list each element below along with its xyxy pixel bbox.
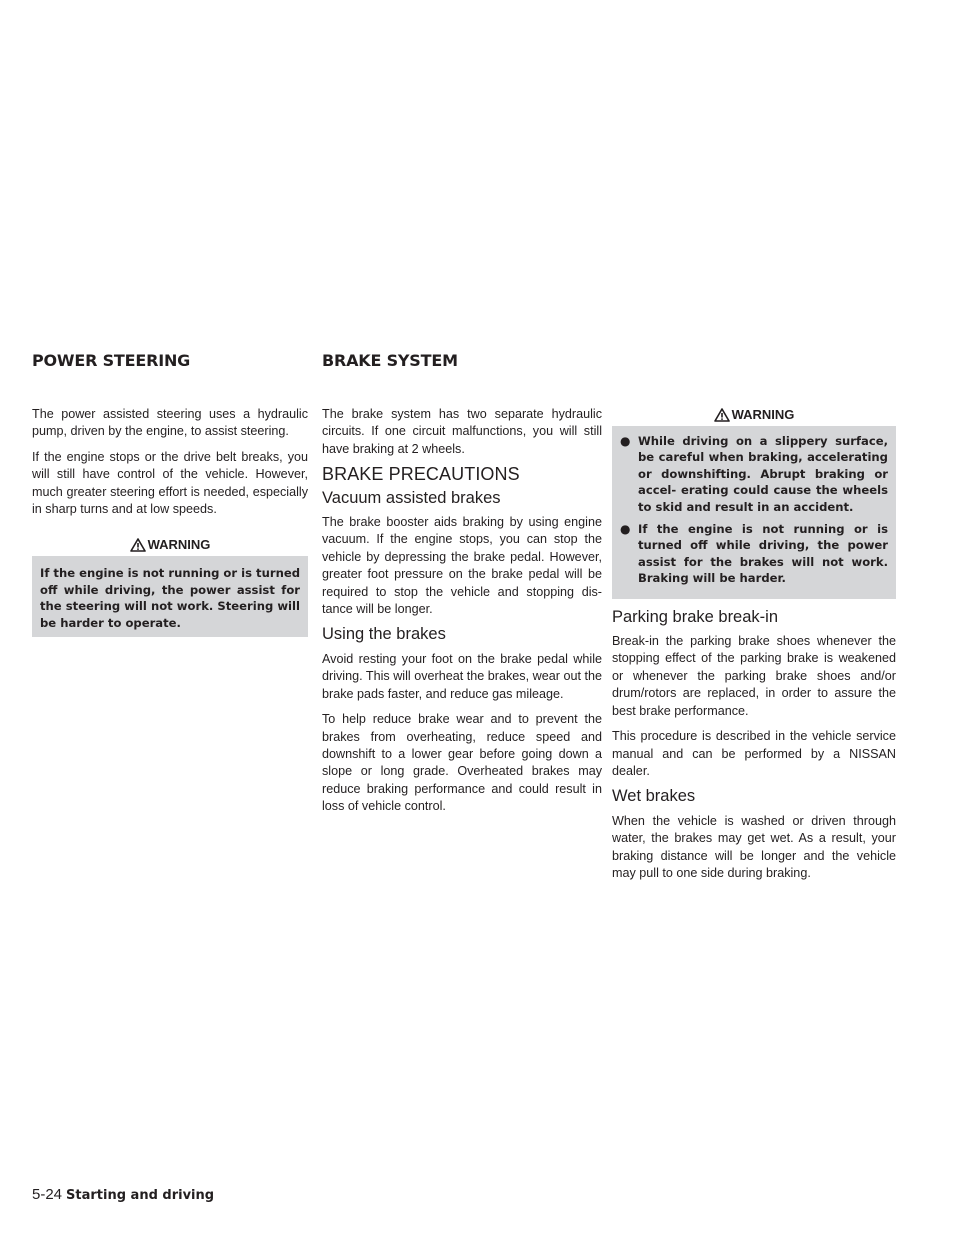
warning-text: If the engine is not running or is turned off while driving, the power assist for the steering will not work. Steering will be harder to operate. — [40, 566, 300, 630]
bullet-icon: ● — [620, 434, 631, 448]
column-left — [32, 406, 308, 647]
paragraph: Break-in the parking brake shoes whenever the stopping effect of the parking brake is weakened or whenever the parking brake shoes and/or drum/rotors are replaced, in order to assure the best brake performance. — [612, 634, 896, 718]
warning-triangle-icon — [714, 408, 730, 422]
page-number: 5-24 — [32, 1186, 63, 1203]
warning-box-brakes — [612, 402, 896, 599]
section-title-brake-system: BRAKE SYSTEM — [322, 351, 458, 370]
warning-header — [32, 532, 308, 559]
column-middle — [322, 406, 602, 824]
paragraph: If the engine stops or the drive belt breaks, you will still have control of the vehicle. However, much greater steering effort is needed, especially in sharp turns and at low speeds. — [32, 449, 308, 517]
paragraph: When the vehicle is washed or driven through water, the brakes may get wet. As a result, your braking distance will be longer and the vehicle may pull to one side during braking. — [612, 813, 896, 880]
warning-label: WARNING — [147, 537, 211, 553]
warning-list — [612, 429, 896, 587]
heading-vacuum-assisted-brakes: Vacuum assisted brakes — [322, 488, 501, 507]
warning-box-steering — [32, 532, 308, 637]
paragraph: The brake booster aids braking by using engine vacuum. If the engine stops, you can stop the vehicle by depressing the brake pedal. However, greater foot pressure on the brake pedal will be required to stop the vehicle and stopping dis- tance will be longer. — [322, 515, 602, 617]
bullet-icon: ● — [620, 522, 631, 537]
warning-item-text: While driving on a slippery surface, be careful when braking, accelerating or downshifting. Abrupt braking or accel- erating could cause the wheels to skid and result in an accident. — [638, 434, 888, 514]
heading-parking-brake-break-in: Parking brake break-in — [612, 607, 778, 626]
warning-triangle-icon — [130, 538, 146, 552]
paragraph: The brake system has two separate hydraulic circuits. If one circuit malfunctions, you will still have braking at 2 wheels. — [322, 407, 602, 456]
page-footer — [32, 1186, 214, 1203]
heading-using-the-brakes: Using the brakes — [322, 625, 446, 644]
warning-item-text: If the engine is not running or is turned off while driving, the power assist for the brakes will not work. Braking will be harder. — [638, 522, 888, 586]
heading-brake-precautions: BRAKE PRECAUTIONS — [322, 464, 520, 485]
list-item — [620, 521, 888, 587]
list-item — [620, 433, 888, 515]
paragraph: This procedure is described in the vehicle service manual and can be performed by a NISSAN dealer. — [612, 729, 896, 778]
heading-wet-brakes: Wet brakes — [612, 787, 696, 806]
paragraph: To help reduce brake wear and to prevent the brakes from overheating, reduce speed and downshift to a lower gear before going down a slope or long grade. Overheated brakes may reduce braking performance and could result in loss of vehicle control. — [322, 712, 602, 814]
paragraph: The power assisted steering uses a hydraulic pump, driven by the engine, to assist steering. — [32, 407, 308, 439]
warning-label: WARNING — [731, 407, 795, 422]
chapter-name: Starting and driving — [66, 1188, 215, 1203]
warning-header — [612, 402, 896, 429]
paragraph: Avoid resting your foot on the brake pedal while driving. This will overheat the brakes, wear out the brake pads faster, and reduce gas mileage. — [322, 651, 602, 701]
column-right — [612, 402, 896, 890]
section-title-power-steering: POWER STEERING — [32, 351, 191, 370]
